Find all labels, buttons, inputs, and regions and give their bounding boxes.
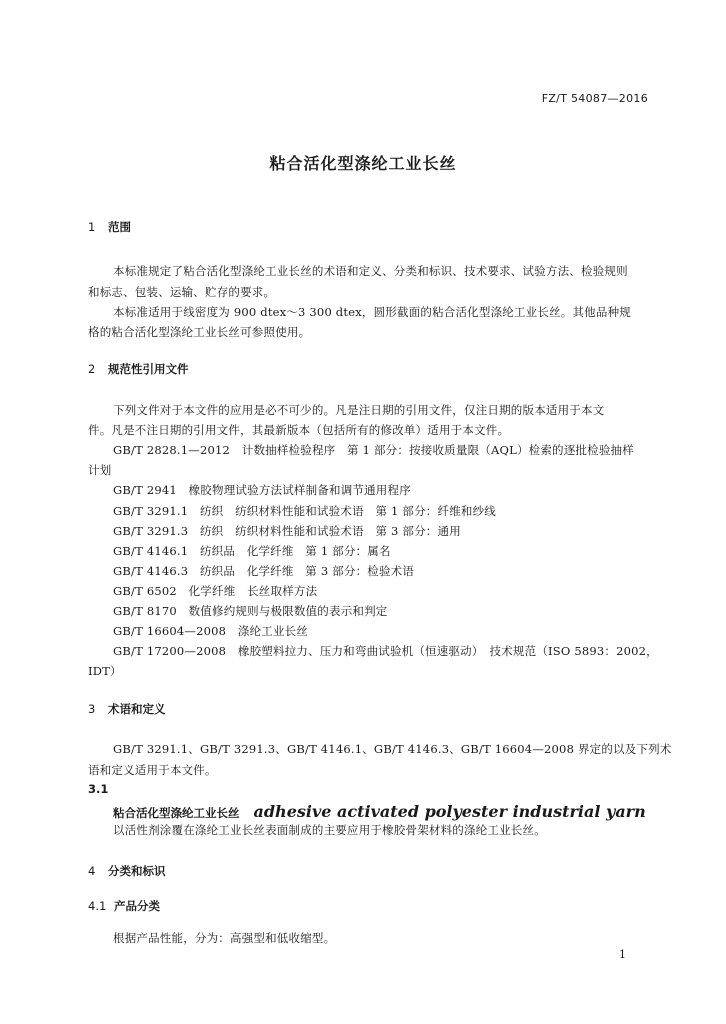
section-1-heading: [88, 219, 131, 235]
document-number: FZ/T 54087—2016: [541, 92, 648, 105]
paragraph-line: 本标准规定了粘合活化型涤纶工业长丝的术语和定义、分类和标识、技术要求、试验方法、检验规则: [113, 264, 628, 278]
section-4-heading: [88, 863, 166, 879]
reference-item: GB/T 3291.1 纺织 纺织材料性能和试验术语 第 1 部分：纤维和纱线: [113, 504, 497, 518]
document-title: 粘合活化型涤纶工业长丝: [269, 154, 457, 173]
page-number: 1: [619, 948, 626, 961]
term-definition: 以活性剂涂覆在涤纶工业长丝表面制成的主要应用于橡胶骨架材料的涤纶工业长丝。: [113, 823, 546, 837]
reference-item: GB/T 4146.1 纺织品 化学纤维 第 1 部分：属名: [113, 544, 391, 558]
section-title: 规范性引用文件: [108, 362, 189, 376]
paragraph-line: 根据产品性能，分为：高强型和低收缩型。: [113, 931, 336, 945]
reference-item: GB/T 17200—2008 橡胶塑料拉力、压力和弯曲试验机（恒速驱动） 技术规范（ISO 5893：2002，: [113, 644, 658, 658]
paragraph-line: 和标志、包装、运输、贮存的要求。: [88, 285, 276, 299]
reference-item-continuation: IDT）: [88, 664, 122, 678]
subsection-number: 3.1: [88, 782, 109, 796]
term-entry: [113, 802, 646, 821]
section-number: 3: [88, 702, 96, 716]
reference-item-continuation: 计划: [88, 463, 112, 477]
reference-item: GB/T 4146.3 纺织品 化学纤维 第 3 部分：检验术语: [113, 564, 415, 578]
section-2-heading: [88, 361, 189, 377]
reference-item: GB/T 16604—2008 涤纶工业长丝: [113, 624, 309, 638]
paragraph-line: 语和定义适用于本文件。: [88, 763, 217, 777]
paragraph-line: 格的粘合活化型涤纶工业长丝可参照使用。: [88, 325, 311, 339]
term-chinese: 粘合活化型涤纶工业长丝: [113, 806, 240, 820]
subsection-number: 4.1: [88, 899, 107, 913]
subsection-title: 产品分类: [114, 899, 160, 913]
paragraph-line: 下列文件对于本文件的应用是必不可少的。凡是注日期的引用文件，仅注日期的版本适用于本文: [113, 403, 605, 417]
reference-item: GB/T 2828.1—2012 计数抽样检验程序 第 1 部分：按接收质量限（AQL）检索的逐批检验抽样: [113, 443, 634, 457]
subsection-4-1-heading: [88, 898, 160, 914]
section-title: 术语和定义: [108, 702, 166, 716]
term-english: adhesive activated polyester industrial yarn: [253, 802, 646, 821]
paragraph-line: 件。凡是不注日期的引用文件，其最新版本（包括所有的修改单）适用于本文件。: [88, 423, 510, 437]
reference-item: GB/T 2941 橡胶物理试验方法试样制备和调节通用程序: [113, 483, 411, 497]
section-number: 1: [88, 220, 96, 234]
section-title: 分类和标识: [108, 864, 166, 878]
reference-item: GB/T 6502 化学纤维 长丝取样方法: [113, 584, 318, 598]
paragraph-line: 本标准适用于线密度为 900 dtex～3 300 dtex，圆形截面的粘合活化型涤纶工业长丝。其他品种规: [113, 305, 631, 319]
reference-item: GB/T 8170 数值修约规则与极限数值的表示和判定: [113, 604, 388, 618]
reference-item: GB/T 3291.3 纺织 纺织材料性能和试验术语 第 3 部分：通用: [113, 524, 461, 538]
section-3-heading: [88, 701, 166, 717]
section-number: 2: [88, 362, 96, 376]
section-title: 范围: [108, 220, 131, 234]
section-number: 4: [88, 864, 96, 878]
paragraph-line: GB/T 3291.1、GB/T 3291.3、GB/T 4146.1、GB/T 4146.3、GB/T 16604—2008 界定的以及下列术: [113, 742, 672, 756]
